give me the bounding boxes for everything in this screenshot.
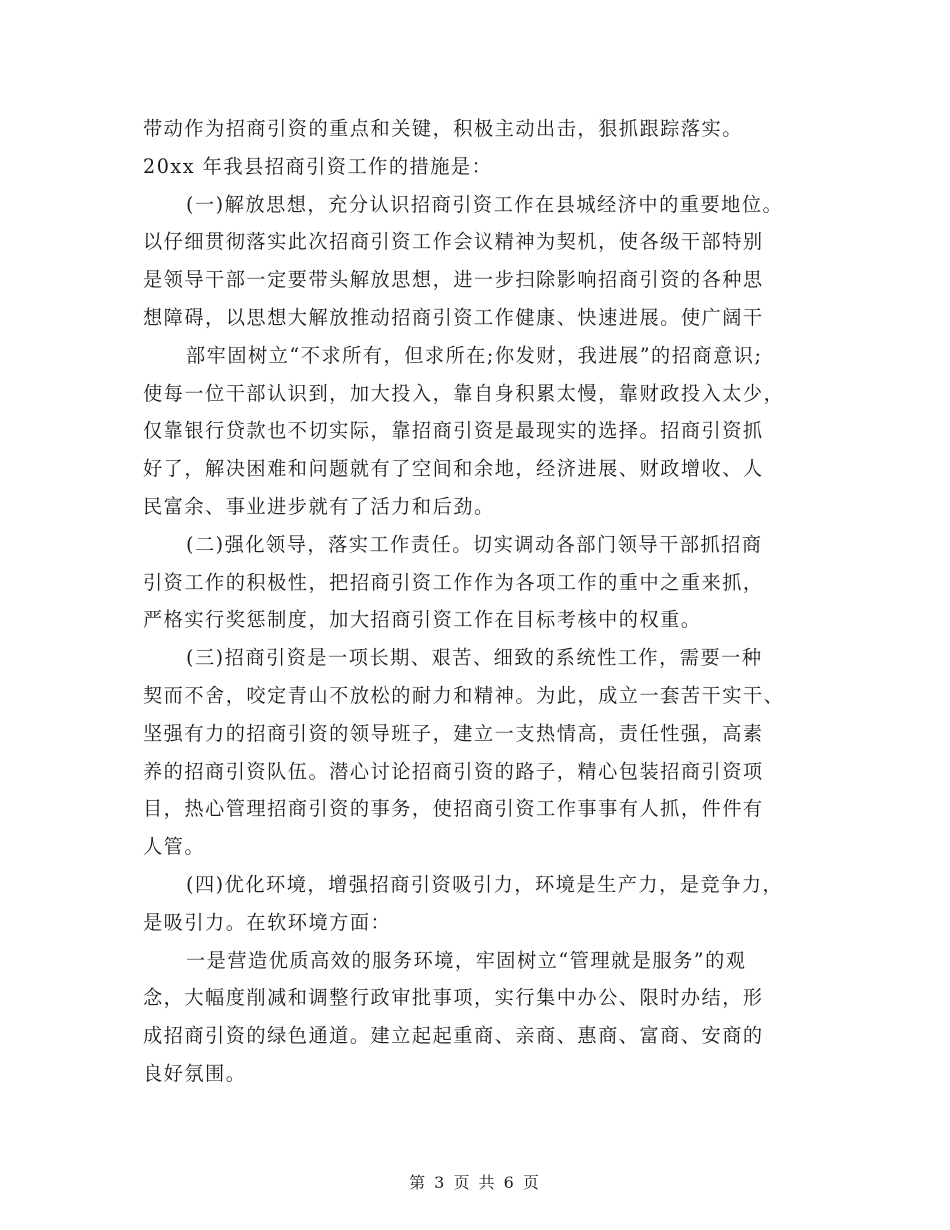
document-text — [143, 110, 815, 1093]
text-line: 严格实行奖惩制度，加大招商引资工作在目标考核中的权重。 — [143, 608, 702, 632]
text-line: 想障碍，以思想大解放推动招商引资工作健康、快速进展。使广阔干 — [143, 305, 764, 329]
document-body — [143, 110, 815, 1093]
text-line: 坚强有力的招商引资的领导班子，建立一支热情高，责任性强，高素 — [143, 721, 764, 745]
text-line: 20xx 年我县招商引资工作的措施是： — [143, 154, 493, 178]
text-line: 一是营造优质高效的服务环境，牢固树立“管理就是服务”的观 — [186, 948, 747, 972]
text-line: (三)招商引资是一项长期、艰苦、细致的系统性工作，需要一种 — [186, 646, 763, 670]
text-line: 良好氛围。 — [143, 1061, 247, 1085]
text-line: (二)强化领导，落实工作责任。切实调动各部门领导干部抓招商 — [186, 532, 763, 556]
text-line: 民富余、事业进步就有了活力和后劲。 — [143, 494, 495, 518]
text-line: 是领导干部一定要带头解放思想，进一步扫除影响招商引资的各种思 — [143, 268, 764, 292]
text-line: 以仔细贯彻落实此次招商引资工作会议精神为契机，使各级干部特别 — [143, 230, 764, 254]
text-line: 是吸引力。在软环境方面： — [143, 910, 392, 934]
text-line: (一)解放思想，充分认识招商引资工作在县城经济中的重要地位。 — [186, 192, 784, 216]
text-line: 养的招商引资队伍。潜心讨论招商引资的路子，精心包装招商引资项 — [143, 759, 764, 783]
text-line: 契而不舍，咬定青山不放松的耐力和精神。为此，成立一套苦干实干、 — [143, 683, 785, 707]
text-line: 念，大幅度削减和调整行政审批事项，实行集中办公、限时办结，形 — [143, 986, 764, 1010]
text-line: 引资工作的积极性，把招商引资工作作为各项工作的重中之重来抓， — [143, 570, 764, 594]
text-line: 人管。 — [143, 835, 206, 859]
text-line: 成招商引资的绿色通道。建立起起重商、亲商、惠商、富商、安商的 — [143, 1024, 764, 1048]
text-line: 使每一位干部认识到，加大投入，靠自身积累太慢，靠财政投入太少， — [143, 381, 785, 405]
text-line: 目，热心管理招商引资的事务，使招商引资工作事事有人抓，件件有 — [143, 797, 764, 821]
text-line: 仅靠银行贷款也不切实际，靠招商引资是最现实的选择。招商引资抓 — [143, 419, 764, 443]
page-number-footer: 第 3 页 共 6 页 — [409, 1173, 541, 1192]
text-line: 部牢固树立“不求所有，但求所在;你发财，我进展”的招商意识; — [186, 343, 763, 367]
text-line: 好了，解决困难和问题就有了空间和余地，经济进展、财政增收、人 — [143, 457, 764, 481]
text-line: (四)优化环境，增强招商引资吸引力，环境是生产力，是竞争力， — [186, 872, 784, 896]
text-line: 带动作为招商引资的重点和关键，积极主动出击，狠抓跟踪落实。 — [143, 117, 743, 140]
